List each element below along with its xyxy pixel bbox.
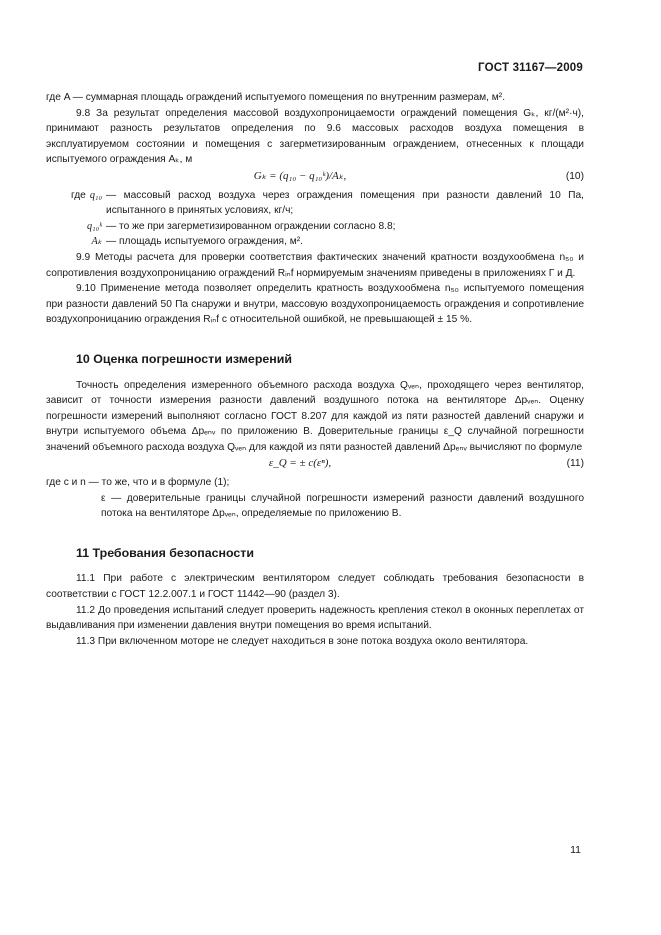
formula-11-expression: ε_Q = ± c(εⁿ), [268, 457, 332, 470]
paragraph-9-9: 9.9 Методы расчета для проверки соответствия фактических значений кратности воздухообмена n₅₀ и сопротивления воздухопроницанию ограждений Rᵢₙf нормируемым значениям приведены в приложениях Г и Д. [46, 251, 584, 279]
legend-symbol-q10: где q₁₀ [70, 189, 102, 201]
document-id-header: ГОСТ 31167—2009 [478, 62, 583, 74]
legend-symbol-ak: Aₖ [91, 236, 102, 248]
paragraph-11-3: 11.3 При включенном моторе не следует находиться в зоне потока воздуха около вентилятора. [76, 635, 529, 647]
formula-11-legend-c-n: где c и n — то же, что и в формуле (1); [46, 477, 230, 489]
legend-definition-q10k: — то же при загерметизированном ограждении согласно 8.8; [106, 220, 396, 232]
legend-definition-q10: — массовый расход воздуха через ограждения помещения при разности давлений 10 Па, испытанного в принятых условиях, кг/ч; [106, 189, 584, 217]
paragraph-11-1: 11.1 При работе с электрическим вентилятором следует соблюдать требования безопасности в соответствии с ГОСТ 12.2.007.1 и ГОСТ 11442—90 (раздел 3). [46, 573, 584, 601]
formula-11-number: (11) [566, 458, 584, 470]
where-area-line: где A — суммарная площадь ограждений испытуемого помещения по внутренним размерам, м². [46, 92, 506, 103]
paragraph-10-1: Точность определения измеренного объемного расхода воздуха Qᵥₑₙ, проходящего через вентилятор, зависит от точности измерения разности давлений воздушного потока на вентиляторе Δpᵥₑₙ. Оценку погрешности измерений выполняют согласно ГОСТ 8.207 для каждой из пяти разностей давлений снаружи и внутри испытуемого объема Δpₑₙᵥ по приложению В. Доверительные границы ε_Q случайной погрешности значений объемного расхода воздуха Qᵥₑₙ для каждой из пяти разностей давлений Δpₑₙᵥ вычисляют по формуле [46, 379, 584, 453]
formula-10-legend [46, 188, 584, 250]
section-10-heading: 10 Оценка погрешности измерений [76, 351, 293, 366]
legend-symbol-q10k: q₁₀ᵏ [86, 220, 102, 232]
formula-10-number: (10) [565, 170, 584, 182]
formula-11-legend-epsilon: ε — доверительные границы случайной погрешности измерений разности давлений воздушного потока на вентиляторе Δpᵥₑₙ, определяемые по приложению В. [101, 492, 584, 520]
paragraph-9-8: 9.8 За результат определения массовой воздухопроницаемости ограждений помещения Gₖ, кг/(м²·ч), принимают разность результатов определения по 9.6 массовых расходов воздуха помещения в эксплуатируемом состоянии и помещения с загерметизированным ограждением, отнесенных к площади испытуемого ограждения Aₖ, м [46, 107, 584, 166]
document-body [46, 90, 584, 649]
paragraph-11-2: 11.2 До проведения испытаний следует проверить надежность крепления стекол в оконных переплетах от выдавливания при изменении давления внутри помещения во время испытаний. [46, 604, 584, 632]
where-word: где [70, 189, 86, 201]
formula-10-expression: Gₖ = (q₁₀ − q₁₀ᵏ)/Aₖ, [253, 169, 347, 182]
formula-11 [46, 456, 584, 472]
formula-10 [46, 169, 584, 185]
legend-definition-ak: — площадь испытуемого ограждения, м². [106, 236, 303, 248]
paragraph-9-10: 9.10 Применение метода позволяет определить кратность воздухообмена n₅₀ испытуемого помещения при разности давлений 50 Па снаружи и внутри, массовую воздухопроницаемость ограждения и сопротивление воздухопроницанию ограждения Rᵢₙf с относительной ошибкой, не превышающей ± 15 %. [46, 283, 584, 326]
section-11-heading: 11 Требования безопасности [76, 545, 254, 560]
page-number: 11 [570, 844, 581, 856]
